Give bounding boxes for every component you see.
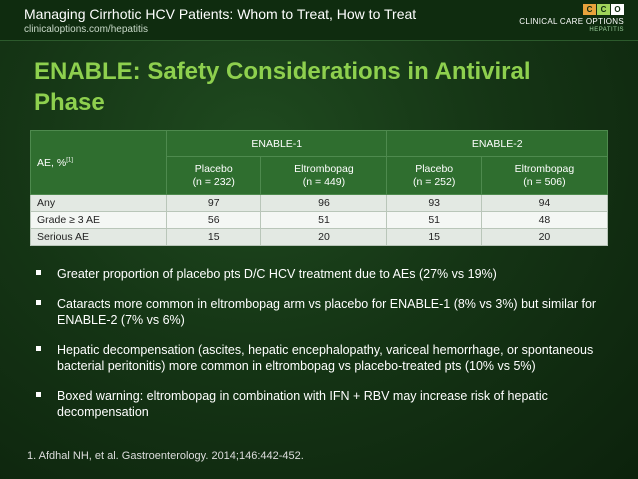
- header-bar: [0, 0, 638, 41]
- column-n: (n = 506): [523, 175, 566, 188]
- table-row: [31, 212, 608, 229]
- table-cell: 56: [167, 212, 261, 229]
- reference-footnote: 1. Afdhal NH, et al. Gastroenterology. 2014;146:442-452.: [27, 450, 304, 462]
- table-cell: 93: [387, 195, 481, 212]
- row-label: Serious AE: [31, 229, 167, 246]
- column-name: Placebo: [194, 162, 233, 175]
- column-header: [261, 157, 387, 195]
- square-bullet-icon: [36, 300, 41, 305]
- table-cell: 48: [481, 212, 607, 229]
- clinical-care-options-logo: [519, 4, 624, 36]
- column-name: Eltrombopag: [294, 162, 354, 175]
- row-label: Any: [31, 195, 167, 212]
- row-label: Grade ≥ 3 AE: [31, 212, 167, 229]
- square-bullet-icon: [36, 270, 41, 275]
- column-n: (n = 449): [302, 175, 346, 188]
- table-cell: 51: [261, 212, 387, 229]
- deck-title: Managing Cirrhotic HCV Patients: Whom to Treat, How to Treat: [24, 6, 417, 22]
- table-cell: 20: [261, 229, 387, 246]
- column-name: Eltrombopag: [514, 162, 575, 175]
- column-n: (n = 232): [192, 175, 235, 188]
- ae-table: [30, 130, 608, 246]
- bullet-text: Hepatic decompensation (ascites, hepatic encephalopathy, variceal hemorrhage, or spontaneous bacterial peritonitis) more common in eltrombopag vs placebo-treated pts (10% vs 5%): [57, 343, 594, 373]
- column-header: [167, 157, 261, 195]
- logo-square: O: [611, 4, 624, 15]
- table-row: [31, 195, 608, 212]
- column-n: (n = 252): [413, 175, 456, 188]
- table-cell: 97: [167, 195, 261, 212]
- table-cell: 51: [387, 212, 481, 229]
- bullet-item: [36, 266, 616, 282]
- bullet-item: [36, 388, 616, 420]
- table-cell: 94: [481, 195, 607, 212]
- logo-squares: [583, 4, 624, 15]
- site-url[interactable]: clinicaloptions.com/hepatitis: [24, 24, 148, 35]
- bullet-item: [36, 296, 616, 328]
- bullet-item: [36, 342, 616, 374]
- table-cell: 15: [387, 229, 481, 246]
- logo-square: C: [597, 4, 610, 15]
- row-header-label: AE, %: [37, 156, 67, 169]
- column-header: [387, 157, 481, 195]
- column-name: Placebo: [415, 162, 454, 175]
- slide-title: ENABLE: Safety Considerations in Antiviral Phase: [34, 58, 531, 116]
- table-cell: 96: [261, 195, 387, 212]
- square-bullet-icon: [36, 392, 41, 397]
- row-header: [31, 131, 167, 195]
- reference-marker: [1]: [66, 157, 73, 163]
- table-row: [31, 229, 608, 246]
- bullet-text: Boxed warning: eltrombopag in combination with IFN + RBV may increase risk of hepatic decompensation: [57, 389, 548, 419]
- column-header: [481, 157, 607, 195]
- group-header-enable-1: ENABLE-1: [167, 131, 387, 157]
- bullet-text: Cataracts more common in eltrombopag arm vs placebo for ENABLE-1 (8% vs 3%) but similar for ENABLE-2 (7% vs 6%): [57, 297, 597, 327]
- group-header-enable-2: ENABLE-2: [387, 131, 608, 157]
- logo-name: CLINICAL CARE OPTIONS: [519, 17, 624, 26]
- bullet-text: Greater proportion of placebo pts D/C HCV treatment due to AEs (27% vs 19%): [57, 267, 497, 281]
- table-cell: 15: [167, 229, 261, 246]
- square-bullet-icon: [36, 346, 41, 351]
- logo-square: C: [583, 4, 596, 15]
- logo-subtitle: HEPATITIS: [589, 27, 624, 33]
- bullet-list: [36, 266, 616, 434]
- table-cell: 20: [481, 229, 607, 246]
